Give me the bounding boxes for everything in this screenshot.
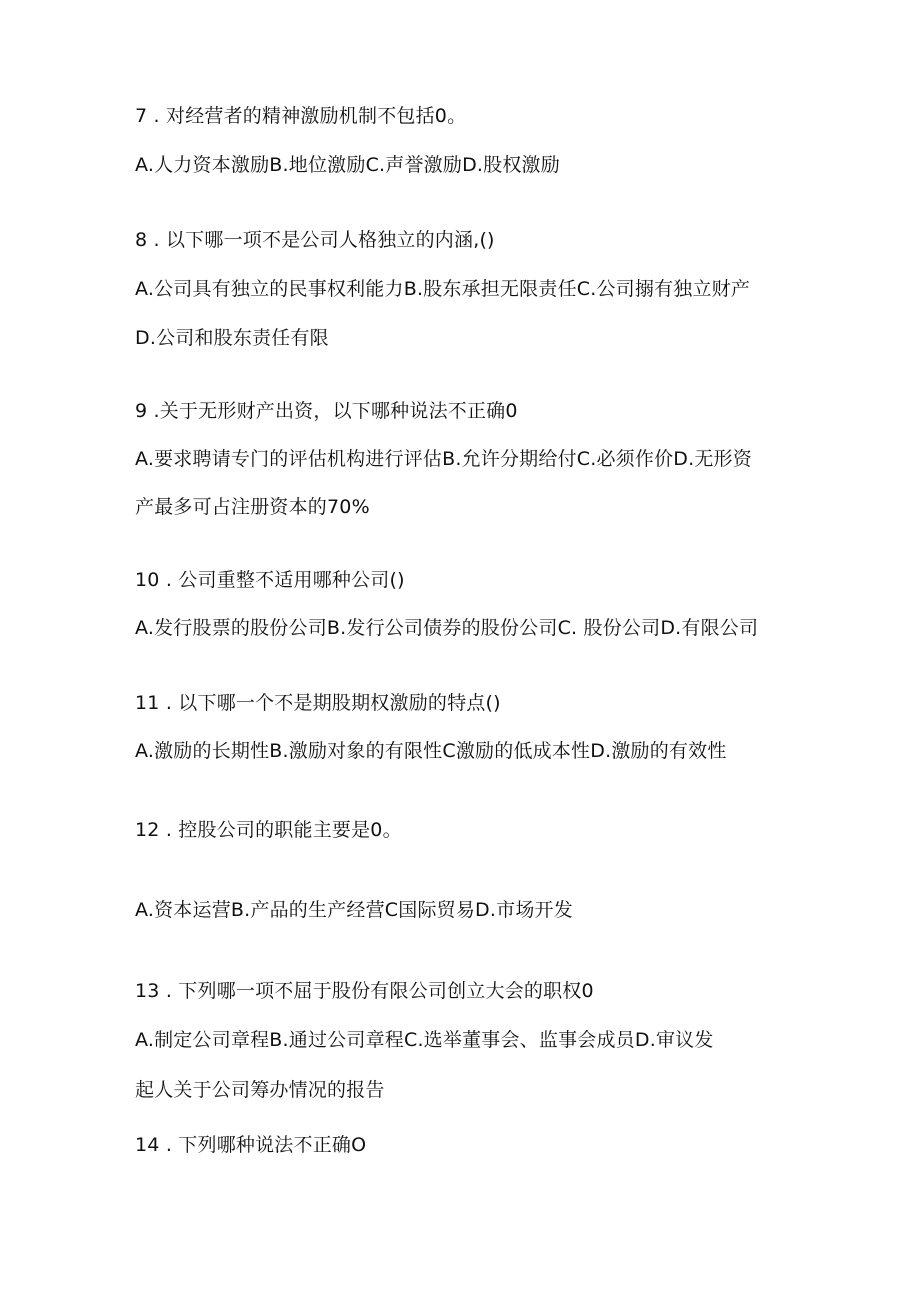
question-13-options: A.制定公司章程B.通过公司章程C.选举董事会、监事会成员D.审议发: [135, 1029, 714, 1051]
question-11: 11 . 以下哪一个不是期股期权激励的特点(): [135, 692, 501, 714]
question-9-options-cont: 产最多可占注册资本的70%: [135, 496, 370, 518]
question-8: 8 . 以下哪一项不是公司人格独立的内涵,(): [135, 229, 495, 251]
question-14: 14 . 下列哪种说法不正确O: [135, 1134, 367, 1156]
question-12: 12 . 控股公司的职能主要是0。: [135, 819, 402, 841]
question-10: 10 . 公司重整不适用哪种公司(): [135, 569, 405, 591]
question-13: 13 . 下列哪一项不屈于股份有限公司创立大会的职权0: [135, 980, 594, 1002]
question-8-options-cont: D.公司和股东责任有限: [135, 327, 329, 349]
question-12-options: A.资本运营B.产品的生产经营C国际贸易D.市场开发: [135, 899, 573, 921]
question-9: 9 .关于无形财产出资，以下哪种说法不正确0: [135, 400, 518, 422]
question-9-options: A.要求聘请专门的评估机构进行评估B.允许分期给付C.必须作价D.无形资: [135, 448, 752, 470]
question-7: 7 . 对经营者的精神激励机制不包括0。: [135, 105, 467, 127]
question-7-options: A.人力资本激励B.地位激励C.声誉激励D.股权激励: [135, 154, 560, 176]
question-10-options: A.发行股票的股份公司B.发行公司债券的股份公司C. 股份公司D.有限公司: [135, 617, 759, 639]
question-8-options: A.公司具有独立的民事权利能力B.股东承担无限责任C.公司搦有独立财产: [135, 278, 751, 300]
question-13-options-cont: 起人关于公司筹办情况的报告: [135, 1079, 385, 1101]
question-11-options: A.激励的长期性B.激励对象的有限性C激励的低成本性D.激励的有效性: [135, 740, 727, 762]
